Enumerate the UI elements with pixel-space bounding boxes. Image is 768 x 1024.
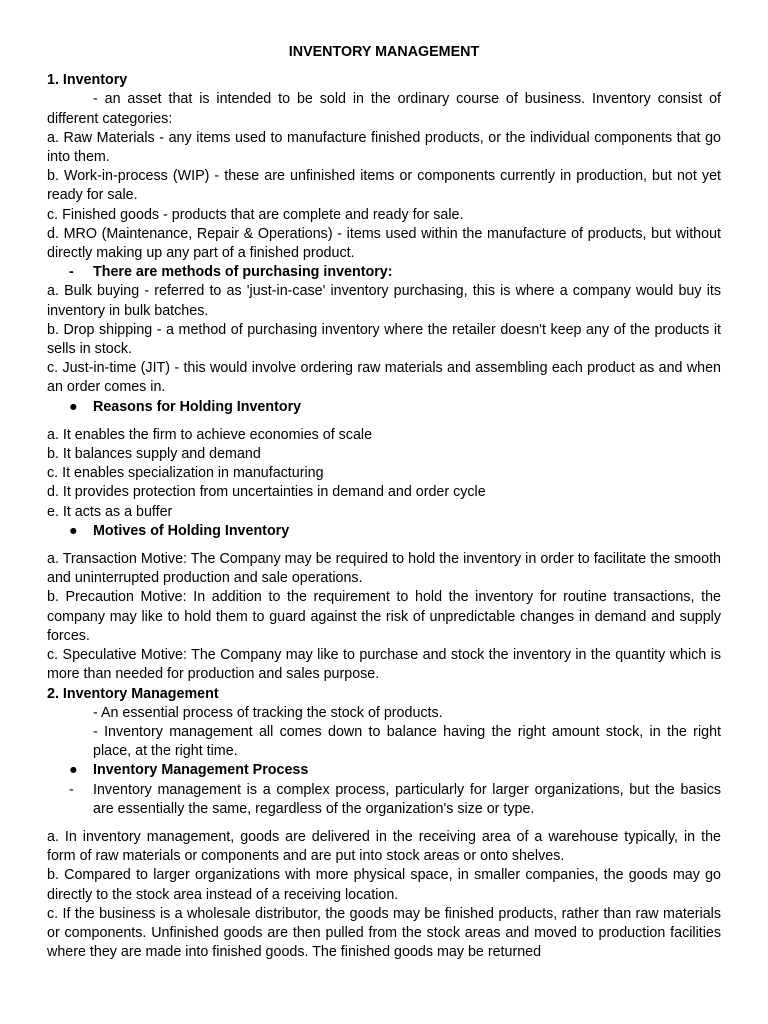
reasons-heading-row: [47, 398, 721, 417]
process-heading-row: [47, 761, 721, 780]
dash-marker: -: [69, 264, 74, 281]
method-bulk-buying: a. Bulk buying - referred to as 'just-in-case' inventory purchasing, this is where a company would buy its inventory in bulk batches.: [47, 283, 721, 319]
process-step: a. In inventory management, goods are delivered in the receiving area of a warehouse typically, in the form of raw materials or components and are put into stock areas or onto shelves.: [47, 828, 721, 865]
process-step: c. If the business is a wholesale distributor, the goods may be finished products, rather than raw materials or components. Unfinished goods are then pulled from the stock areas and moved to production facilities where they are made into finished goods. The finished goods may be returned: [47, 905, 721, 961]
category-mro: d. MRO (Maintenance, Repair & Operations) - items used within the manufacture of products, but without directly making up any part of a finished product.: [47, 225, 721, 262]
category-finished-goods: c. Finished goods - products that are complete and ready for sale.: [47, 206, 464, 223]
reason-item: c. It enables specialization in manufacturing: [47, 465, 324, 482]
dash-marker: -: [69, 781, 74, 798]
reasons-heading: Reasons for Holding Inventory: [93, 398, 302, 415]
bullet-icon: ●: [69, 398, 78, 415]
process-intro: Inventory management is a complex process, particularly for larger organizations, but the basics are essentially the same, regardless of the organization's size or type.: [93, 781, 721, 817]
motive-speculative: c. Speculative Motive: The Company may like to purchase and stock the inventory in the quantity which is more than needed for production and sales purpose.: [47, 647, 721, 683]
process-step: b. Compared to larger organizations with more physical space, in smaller companies, the goods may go directly to the stock area instead of a receiving location.: [47, 867, 721, 903]
method-jit: c. Just-in-time (JIT) - this would involve ordering raw materials and assembling each product as and when an order comes in.: [47, 360, 721, 396]
motives-heading: Motives of Holding Inventory: [93, 522, 290, 539]
inventory-management-point: - Inventory management all comes down to balance having the right amount stock, in the right place, at the right time.: [93, 723, 721, 760]
method-drop-shipping: b. Drop shipping - a method of purchasing inventory where the retailer doesn't keep any of the products it sells in stock.: [47, 321, 721, 358]
category-wip: b. Work-in-process (WIP) - these are unfinished items or components currently in production, but not yet ready for sale.: [47, 168, 721, 204]
bullet-icon: ●: [69, 522, 78, 539]
reason-item: d. It provides protection from uncertainties in demand and order cycle: [47, 484, 486, 501]
bullet-icon: ●: [69, 762, 78, 779]
category-raw-materials: a. Raw Materials - any items used to manufacture finished products, or the individual components that go into them.: [47, 129, 721, 166]
document-page: [47, 43, 721, 962]
motive-transaction: a. Transaction Motive: The Company may be required to hold the inventory in order to facilitate the smooth and uninterrupted production and sale operations.: [47, 551, 721, 587]
inventory-management-point: - An essential process of tracking the stock of products.: [93, 704, 443, 721]
reason-item: a. It enables the firm to achieve economies of scale: [47, 426, 373, 443]
methods-heading: There are methods of purchasing inventory:: [93, 264, 393, 281]
reason-item: b. It balances supply and demand: [47, 446, 261, 463]
section-1-heading: 1. Inventory: [47, 72, 128, 89]
inventory-definition: - an asset that is intended to be sold in the ordinary course of business. Inventory consist of different categories:: [47, 91, 721, 127]
process-intro-row: [47, 781, 721, 819]
section-2-heading: 2. Inventory Management: [47, 685, 219, 702]
motives-heading-row: [47, 522, 721, 541]
process-heading: Inventory Management Process: [93, 762, 309, 779]
motive-precaution: b. Precaution Motive: In addition to the requirement to hold the inventory for routine transactions, the company may like to hold them to guard against the risk of unpredictable changes in demand and supply forces.: [47, 589, 721, 644]
document-title: INVENTORY MANAGEMENT: [288, 44, 480, 60]
reason-item: e. It acts as a buffer: [47, 503, 173, 520]
methods-heading-row: [47, 263, 721, 282]
